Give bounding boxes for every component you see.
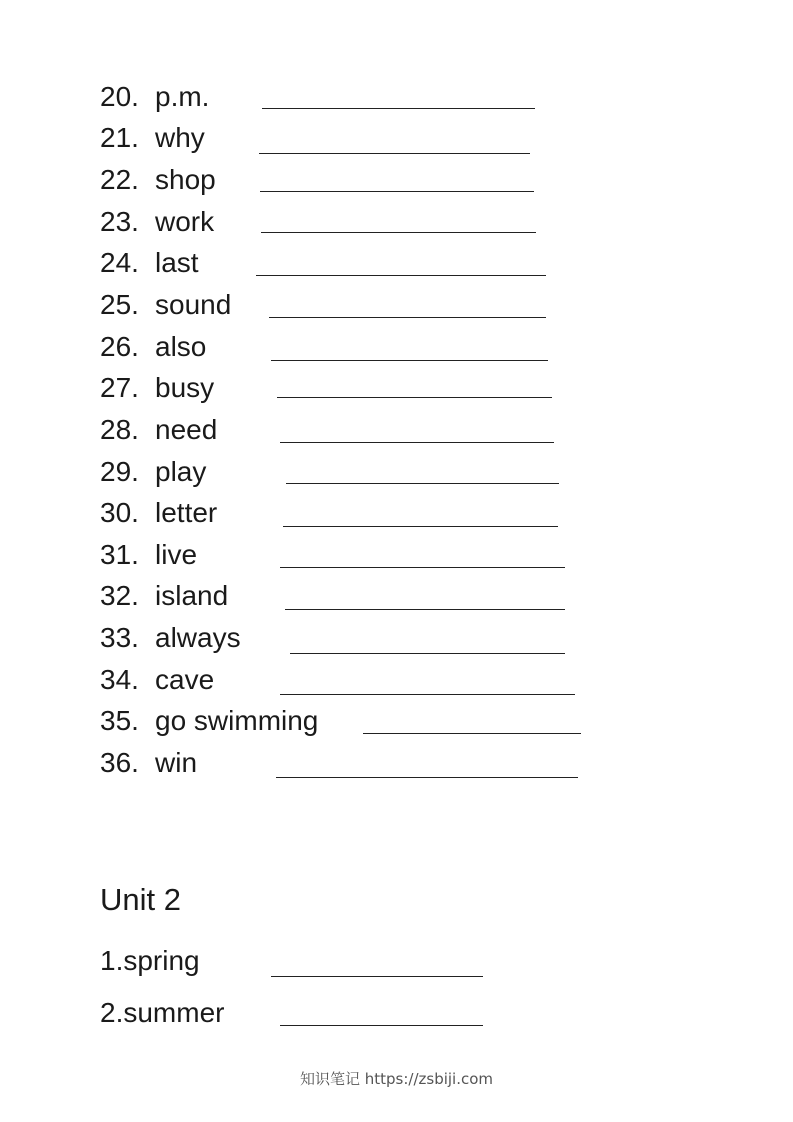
item-number: 21.	[100, 122, 139, 153]
item-number: 25.	[100, 289, 139, 320]
item-word: cave	[155, 664, 215, 695]
vocab-item	[100, 535, 197, 575]
item-number: 32.	[100, 580, 139, 611]
item-word: shop	[155, 164, 216, 195]
vocab-item	[100, 77, 209, 117]
vocab-item	[100, 118, 205, 158]
item-word: win	[155, 747, 198, 778]
vocab-item	[100, 368, 214, 408]
unit2-item: 2.summer	[100, 997, 225, 1028]
item-word: work	[155, 206, 215, 237]
item-word: why	[155, 122, 205, 153]
answer-blank[interactable]	[261, 232, 536, 233]
vocab-item	[100, 618, 241, 658]
answer-blank[interactable]	[262, 108, 535, 109]
item-word: always	[155, 622, 241, 653]
vocab-item	[100, 285, 231, 325]
answer-blank[interactable]	[271, 360, 548, 361]
answer-blank[interactable]	[260, 191, 534, 192]
item-number: 20.	[100, 81, 139, 112]
vocab-item	[100, 327, 206, 367]
vocab-item	[100, 452, 206, 492]
item-number: 23.	[100, 206, 139, 237]
item-word: busy	[155, 372, 215, 403]
item-number: 30.	[100, 497, 139, 528]
item-word: last	[155, 247, 199, 278]
item-word: letter	[155, 497, 218, 528]
vocab-item	[100, 243, 199, 283]
item-number: 24.	[100, 247, 139, 278]
item-number: 33.	[100, 622, 139, 653]
unit-2-heading: Unit 2	[100, 882, 181, 917]
item-word: sound	[155, 289, 232, 320]
answer-blank[interactable]	[269, 317, 546, 318]
answer-blank[interactable]	[259, 153, 530, 154]
footer-watermark: 知识笔记 https://zsbiji.com	[299, 1070, 494, 1088]
item-number: 26.	[100, 331, 139, 362]
vocab-item	[100, 493, 217, 533]
answer-blank[interactable]	[271, 976, 483, 977]
answer-blank[interactable]	[277, 397, 552, 398]
item-word: also	[155, 331, 207, 362]
unit2-item: 1.spring	[100, 945, 200, 976]
vocab-item	[100, 160, 216, 200]
item-number: 28.	[100, 414, 139, 445]
answer-blank[interactable]	[280, 694, 575, 695]
vocab-item	[100, 743, 197, 783]
vocab-item	[100, 202, 214, 242]
item-number: 22.	[100, 164, 139, 195]
item-number: 27.	[100, 372, 139, 403]
vocab-item	[100, 660, 214, 700]
item-word: need	[155, 414, 218, 445]
item-number: 29.	[100, 456, 139, 487]
answer-blank[interactable]	[256, 275, 546, 276]
item-word: p.m.	[155, 81, 210, 112]
answer-blank[interactable]	[280, 442, 554, 443]
answer-blank[interactable]	[286, 483, 559, 484]
item-word: go swimming	[155, 705, 319, 736]
answer-blank[interactable]	[276, 777, 578, 778]
vocab-item	[100, 410, 217, 450]
answer-blank[interactable]	[290, 653, 565, 654]
answer-blank[interactable]	[280, 1025, 483, 1026]
answer-blank[interactable]	[285, 609, 565, 610]
item-number: 31.	[100, 539, 139, 570]
answer-blank[interactable]	[363, 733, 581, 734]
item-number: 36.	[100, 747, 139, 778]
answer-blank[interactable]	[283, 526, 558, 527]
item-word: live	[155, 539, 198, 570]
item-word: play	[155, 456, 207, 487]
item-number: 34.	[100, 664, 139, 695]
answer-blank[interactable]	[280, 567, 565, 568]
vocab-item	[100, 701, 318, 741]
item-word: island	[155, 580, 229, 611]
vocab-item	[100, 576, 228, 616]
item-number: 35.	[100, 705, 139, 736]
